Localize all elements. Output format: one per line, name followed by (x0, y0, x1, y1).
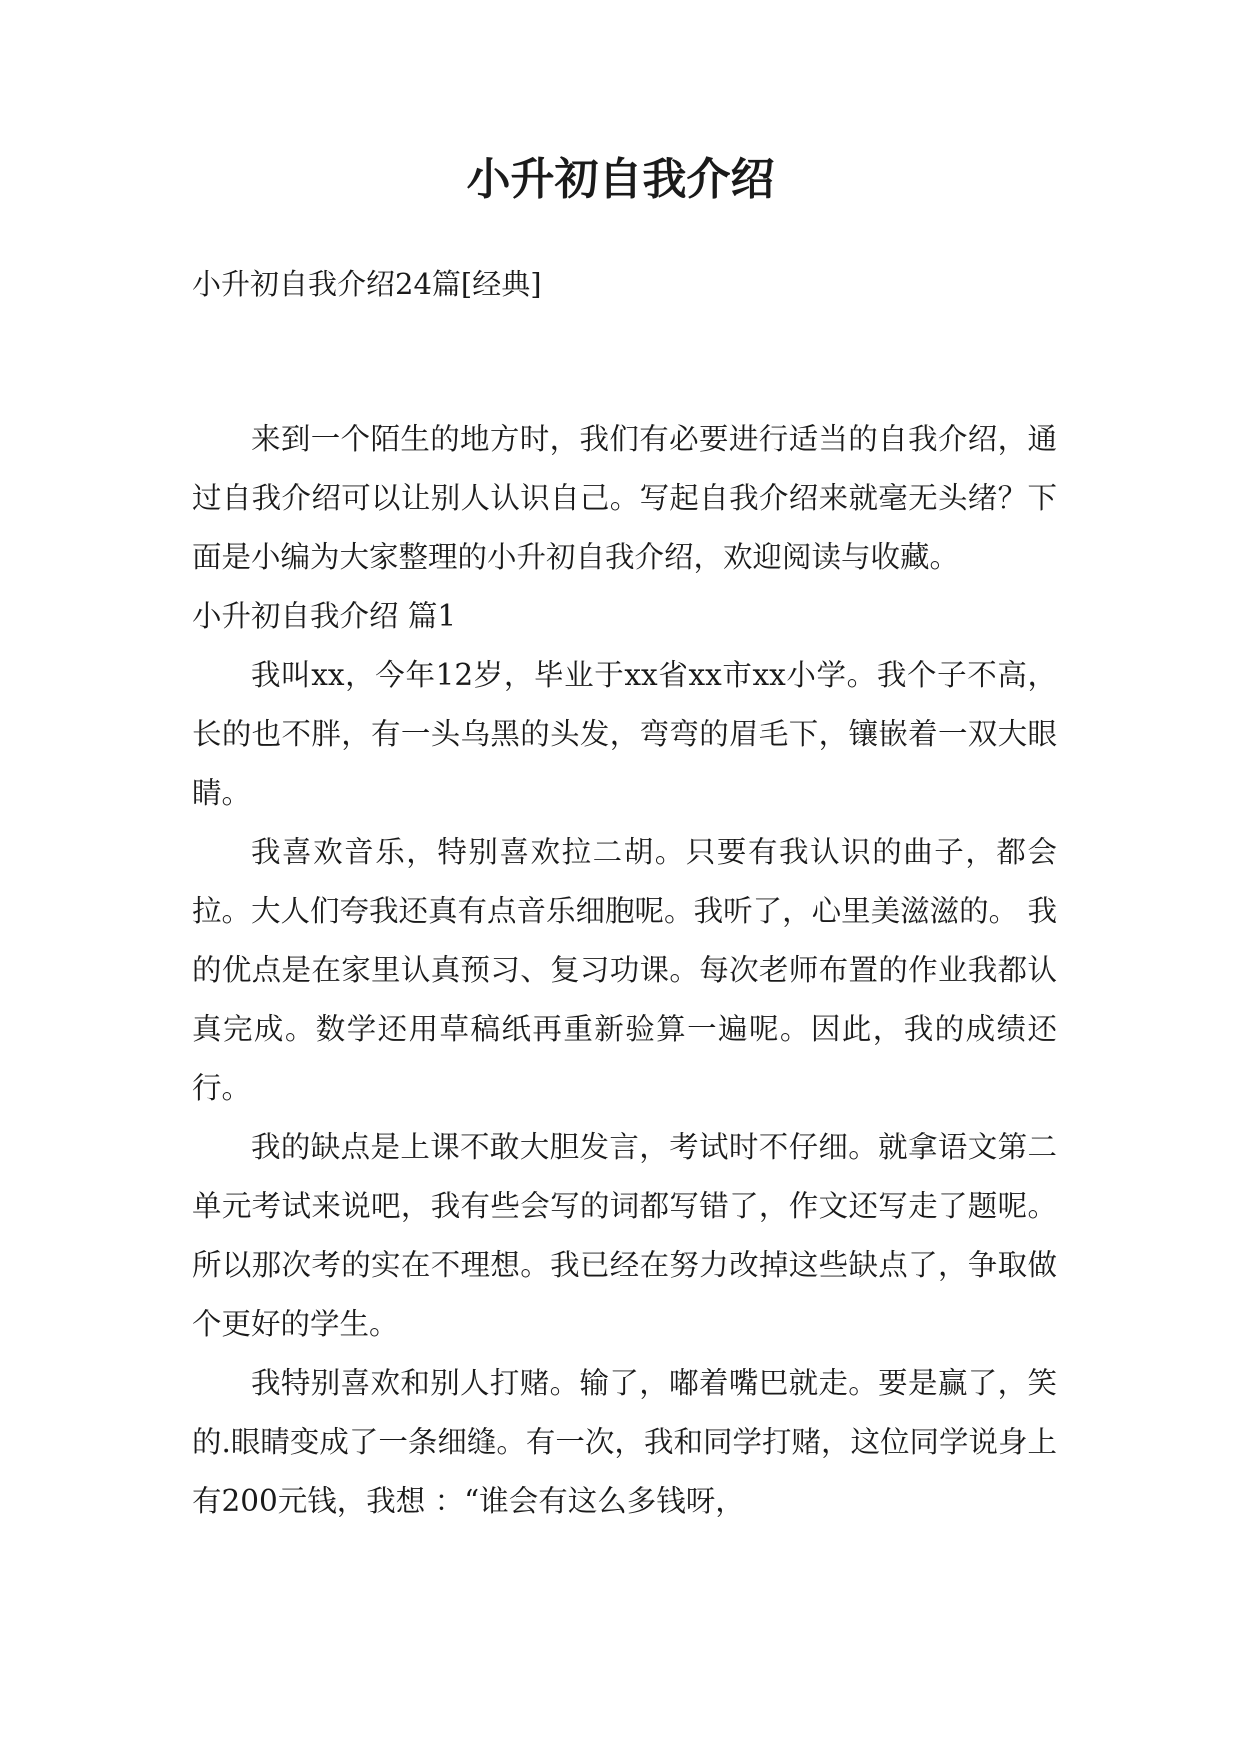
body-paragraph-2: 我喜欢音乐，特别喜欢拉二胡。只要有我认识的曲子，都会拉。大人们夸我还真有点音乐细胞呢。我听了，心里美滋滋的。 我的优点是在家里认真预习、复习功课。每次老师布置的作业我都认真完成。数学还用草稿纸再重新验算一遍呢。因此，我的成绩还行。 (192, 835, 1057, 1105)
intro-paragraph: 来到一个陌生的地方时，我们有必要进行适当的自我介绍，通过自我介绍可以让别人认识自己。写起自我介绍来就毫无头绪？下面是小编为大家整理的小升初自我介绍，欢迎阅读与收藏。 (192, 422, 1057, 574)
document-title: 小升初自我介绍 (466, 154, 775, 205)
body-paragraph-3: 我的缺点是上课不敢大胆发言，考试时不仔细。就拿语文第二单元考试来说吧，我有些会写的词都写错了，作文还写走了题呢。所以那次考的实在不理想。我已经在努力改掉这些缺点了，争取做个更好的学生。 (192, 1130, 1057, 1341)
body-paragraph-4: 我特别喜欢和别人打赌。输了，嘟着嘴巴就走。要是赢了，笑的.眼睛变成了一条细缝。有一次，我和同学打赌，这位同学说身上有200元钱，我想 ：“谁会有这么多钱呀， (192, 1366, 1057, 1518)
section-heading: 小升初自我介绍 篇1 (192, 599, 457, 633)
document-body (192, 410, 1057, 1531)
body-paragraph-1: 我叫xx，今年12岁，毕业于xx省xx市xx小学。我个子不高，长的也不胖，有一头乌黑的头发，弯弯的眉毛下，镶嵌着一双大眼睛。 (192, 658, 1057, 810)
document-subtitle: 小升初自我介绍24篇[经典] (192, 267, 542, 301)
